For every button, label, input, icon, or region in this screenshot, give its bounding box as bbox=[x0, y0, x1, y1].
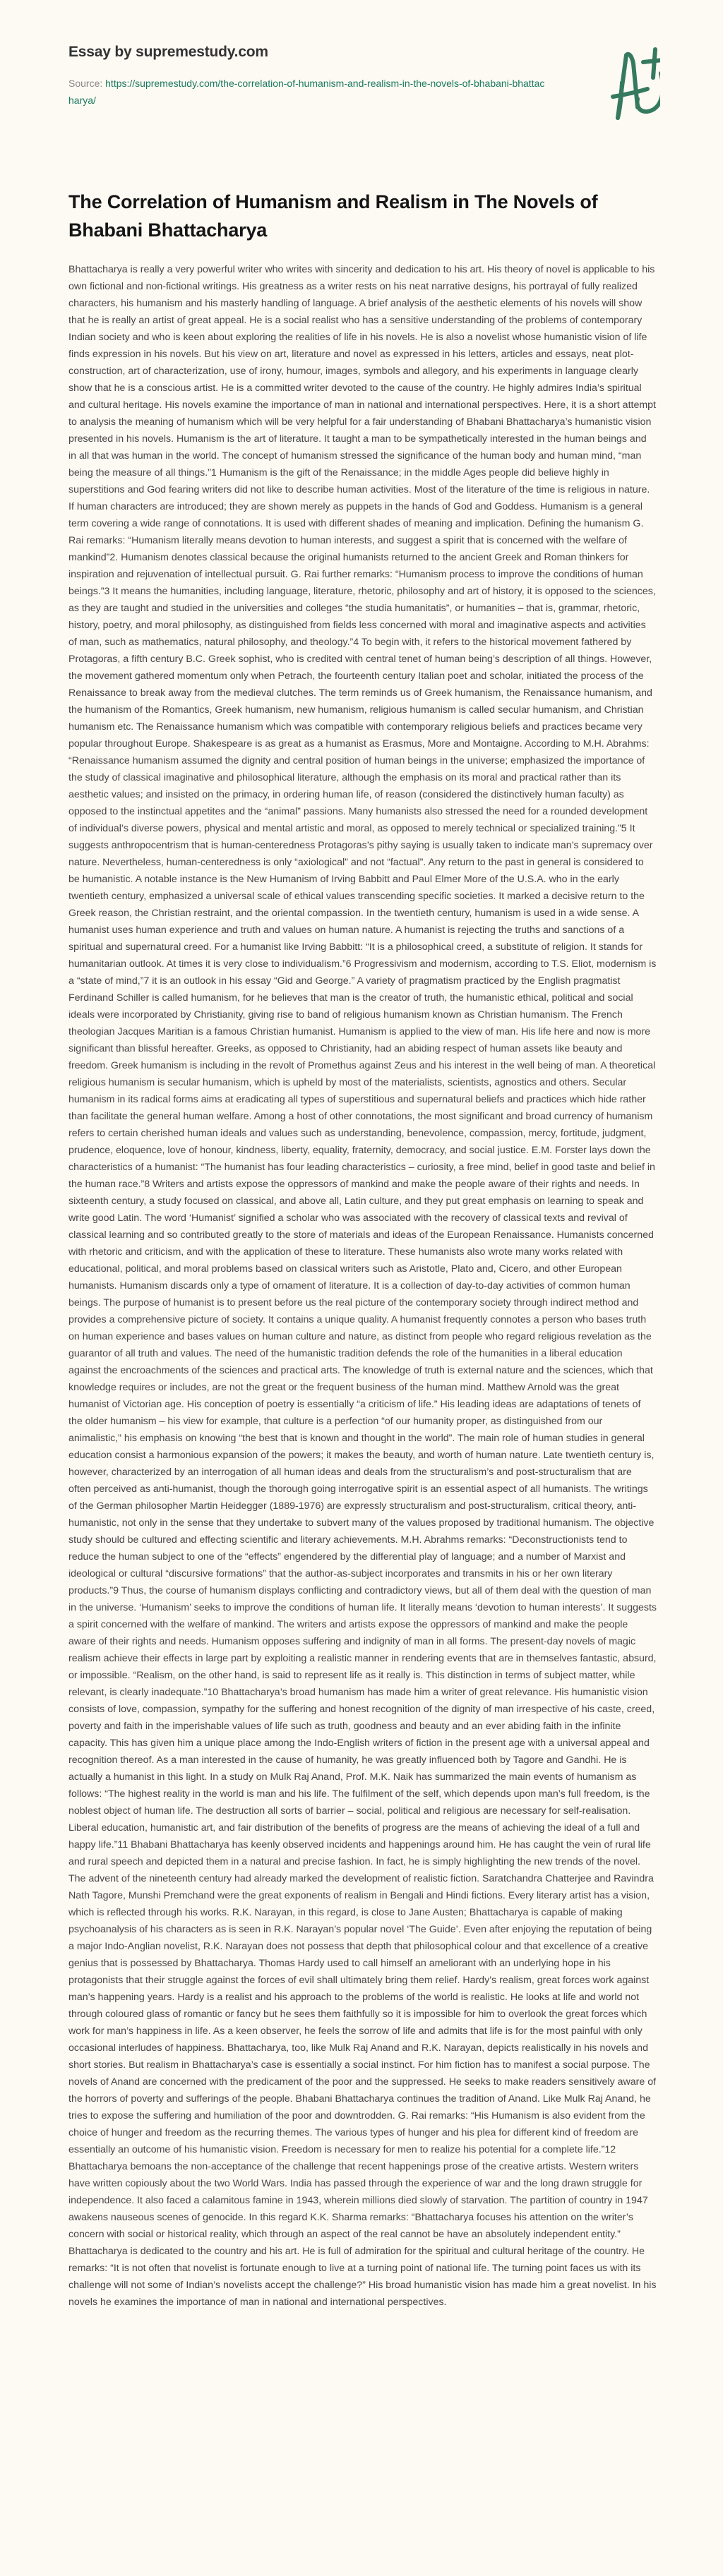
source-link[interactable]: https://supremestudy.com/the-correlation-of-humanism-and-realism-in-the-novels-of-bhabani-bhattacharya/ bbox=[68, 78, 545, 106]
source-label: Source: bbox=[68, 78, 106, 89]
site-header bbox=[68, 0, 657, 120]
a-plus-grade-icon bbox=[582, 28, 660, 120]
source-line bbox=[68, 75, 549, 109]
article-body: Bhattacharya is really a very powerful writer who writes with sincerity and dedication to his art. His theory of novel is applicable to his own fictional and non-fictional writings. His greatness as a writer rests on his neat narrative designs, his portrayal of fully realized characters, his humanism and his masterly handling of language. A brief analysis of the aesthetic elements of his novels will show that he is really an artist of great appeal. He is a social realist who has a sensitive understanding of the problems of contemporary Indian society and who is keen about exploring the realities of life in his novels. He is also a novelist whose humanistic vision of life finds expression in his novels. But his view on art, literature and novel as expressed in his letters, articles and essays, neat plot-construction, art of characterization, use of irony, humour, images, symbols and allegory, and his experiments in language clearly show that he is a conscious artist. He is a committed writer devoted to the cause of the country. He highly admires India’s spiritual and cultural heritage. His novels examine the importance of man in national and international perspectives. Here, it is a short attempt to analysis the meaning of humanism which will be very helpful for a fair understanding of Bhabani Bhattacharya’s humanistic vision presented in his novels. Humanism is the art of literature. It taught a man to be sympathetically interested in the human beings and in all that was human in the world. The concept of humanism stressed the significance of the human body and human mind, “man being the measure of all things.”1 Humanism is the gift of the Renaissance; in the middle Ages people did believe highly in superstitions and God fearing writers did not like to describe human activities. Most of the literature of the time is religious in nature. If human characters are introduced; they are shown merely as puppets in the hands of God and Goddess. Humanism is a general term covering a wide range of connotations. It is used with different shades of meaning and implication. Defining the humanism G. Rai remarks: “Humanism literally means devotion to human interests, and suggest a spirit that is concerned with the welfare of mankind”2. Humanism denotes classical because the original humanists returned to the ancient Greek and Roman thinkers for inspiration and rejuvenation of intellectual pursuit. G. Rai further remarks: “Humanism process to improve the conditions of human beings.”3 It means the humanities, including language, literature, rhetoric, philosophy and art of history, it is opposed to the sciences, as they are taught and studied in the universities and colleges “the studia humanitatis”, or humanities – that is, grammar, rhetoric, history, poetry, and moral philosophy, as distinguished from fields less concerned with moral and imaginative aspects and activities of man, such as mathematics, natural philosophy, and theology.”4 To begin with, it refers to the historical movement fathered by Protagoras, a fifth century B.C. Greek sophist, who is credited with central tenet of human being’s description of all things. However, the movement gathered momentum only when Petrach, the fourteenth century Italian poet and scholar, initiated the process of the Renaissance to break away from the medieval clutches. The term reminds us of Greek humanism, the Renaissance humanism, and the humanism of the Romantics, Greek humanism, new humanism, religious humanism is called secular humanism, and Christian humanism etc. The Renaissance humanism which was compatible with contemporary religious beliefs and practices became very popular throughout Europe. Shakespeare is as great as a humanist as Erasmus, More and Montaigne. According to M.H. Abrahms: “Renaissance humanism assumed the dignity and central position of human beings in the universe; emphasized the importance of the study of classical imaginative and philosophical literature, although the emphasis on its moral and practical rather than its aesthetic values; and insisted on the primacy, in ordering human life, of reason (considered the distinctively human faculty) as opposed to the instinctual appetites and the “animal” passions. Many humanists also stressed the need for a rounded development of individual’s diverse powers, physical and mental artistic and moral, as opposed to merely technical or specialized training.”5 It suggests anthropocentrism that is human-centeredness Protagoras’s pithy saying is usually taken to indicate man’s supremacy over nature. Nevertheless, human-centeredness is only “axiological” and not “factual”. Any return to the past in general is considered to be humanistic. A notable instance is the New Humanism of Irving Babbitt and Paul Elmer More of the U.S.A. who in the early twentieth century, emphasized a universal scale of ethical values transcending specific societies. It marked a decisive return to the Greek reason, the Christian restraint, and the oriental compassion. In the twentieth century, humanism is used in a wide sense. A humanist uses human experience and truth and values on human nature. A humanist is rejecting the truths and sanctions of a spiritual and supernatural creed. For a humanist like Irving Babbitt: “It is a philosophical creed, a substitute of religion. It stands for humanitarian outlook. At times it is very close to individualism.”6 Progressivism and modernism, according to T.S. Eliot, modernism is a “state of mind,”7 it is an outlook in his essay “Gid and George.” A variety of pragmatism practiced by the English pragmatist Ferdinand Schiller is called humanism, for he believes that man is the creator of truth, the humanistic ethical, political and social ideals were incorporated by Christianity, giving rise to band of religious humanism known as Christian humanism. The French theologian Jacques Maritian is a famous Christian humanist. Humanism is applied to the view of man. His life here and now is more significant than blissful hereafter. Greeks, as opposed to Christianity, had an abiding respect of human assets like beauty and freedom. Greek humanism is including in the revolt of Promethus against Zeus and his interest in the well being of man. A theoretical religious humanism is secular humanism, which is upheld by most of the materialists, scientists, agnostics and others. Secular humanism in its radical forms aims at eradicating all types of superstitious and supernatural beliefs and practices which hide rather than facilitate the general human welfare. Among a host of other connotations, the most significant and broad currency of humanism refers to certain cherished human ideals and values such as understanding, benevolence, compassion, mercy, fortitude, judgment, prudence, eloquence, love of honour, kindness, liberty, equality, fraternity, democracy, and social justice. E.M. Forster lays down the characteristics of a humanist: “The humanist has four leading characteristics – curiosity, a free mind, belief in good taste and belief in the human race.”8 Writers and artists expose the oppressors of mankind and make the people aware of their rights and needs. In sixteenth century, a study focused on classical, and above all, Latin culture, and they put great emphasis on learning to speak and write good Latin. The word ‘Humanist’ signified a scholar who was associated with the recovery of classical texts and revival of classical learning and so contributed greatly to the store of materials and ideas of the European Renaissance. Humanists concerned with rhetoric and criticism, and with the application of these to literature. These humanists also wrote many works related with educational, political, and moral problems based on classical writers such as Aristotle, Plato and, Cicero, and other European humanists. Humanism discards only a type of ornament of literature. It is a collection of day-to-day activities of common human beings. The purpose of humanist is to present before us the real picture of the contemporary society through indirect method and provides a comprehensive picture of society. It contains a unique quality. A humanist frequently connotes a person who bases truth on human experience and bases values on human culture and nature, as distinct from people who regard religious revelation as the guarantor of all truth and values. The need of the humanistic tradition defends the role of the humanities in a liberal education against the encroachments of the sciences and practical arts. The knowledge of truth is external nature and the sciences, which that knowledge requires or includes, are not the great or the frequent business of the human mind. Matthew Arnold was the great humanist of Victorian age. His conception of poetry is essentially “a criticism of life.” His leading ideas are adaptations of tenets of the older humanism – his view for example, that culture is a perfection “of our humanity proper, as distinguished from our animalistic,” his emphasis on knowing “the best that is known and thought in the world”. The main role of human studies in general education consist a harmonious expansion of the powers; it makes the beauty, and worth of human nature. Late twentieth century is, however, characterized by an interrogation of all human ideas and deals from the structuralism’s and post-structuralism that are often perceived as anti-humanist, though the thorough going interrogative spirit is an essential aspect of all humanists. The writings of the German philosopher Martin Heidegger (1889-1976) are expressly structuralism and post-structuralism, critical theory, anti-humanistic, not only in the sense that they undertake to subvert many of the values proposed by traditional humanism. The objective study should be cultured and effecting scientific and literary achievements. M.H. Abrahms remarks: “Deconstructionists tend to reduce the human subject to one of the “effects” engendered by the differential play of language; and a number of Marxist and ideological or cultural “discursive formations” that the author-as-subject incorporates and transmits in his or her own literary products.”9 Thus, the course of humanism displays conflicting and contradictory views, but all of them deal with the question of man in the universe. ‘Humanism’ seeks to improve the conditions of human life. It literally means ‘devotion to human interests’. It suggests a spirit concerned with the welfare of mankind. The writers and artists expose the oppressors of mankind and make the people aware of their rights and needs. Humanism opposes suffering and indignity of man in all forms. The present-day novels of magic realism achieve their effects in large part by exploiting a realistic manner in rendering events that are in themselves fantastic, absurd, or impossible. “Realism, on the other hand, is said to represent life as it really is. This distinction in terms of subject matter, while relevant, is clearly inadequate.”10 Bhattacharya’s broad humanism has made him a writer of great relevance. His humanistic vision consists of love, compassion, sympathy for the suffering and honest recognition of the dignity of man irrespective of his caste, creed, poverty and faith in the imperishable values of life such as truth, goodness and beauty and an ever abiding faith in the infinite capacity. This has given him a unique place among the Indo-English writers of fiction in the present age with a universal appeal and recognition thereof. As a man interested in the cause of humanity, he was greatly influenced both by Tagore and Gandhi. He is actually a humanist in this light. In a study on Mulk Raj Anand, Prof. M.K. Naik has summarized the main events of humanism as follows: “The highest reality in the world is man and his life. The fulfilment of the self, which depends upon man’s full freedom, is the noblest object of human life. The destruction all sorts of barrier – social, political and religious are necessary for self-realisation. Liberal education, humanistic art, and fair distribution of the benefits of progress are the means of achieving the ideal of a full and happy life.”11 Bhabani Bhattacharya has keenly observed incidents and happenings around him. He has caught the vein of rural life and rural speech and depicted them in a natural and precise fashion. In fact, he is simply highlighting the new trends of the novel. The advent of the nineteenth century had already marked the development of realistic fiction. Saratchandra Chatterjee and Ravindra Nath Tagore, Munshi Premchand were the great exponents of realism in Bengali and Hindi fictions. Every literary artist has a vision, which is reflected through his works. R.K. Narayan, in this regard, is close to Jane Austen; Bhattacharya is capable of making psychoanalysis of his characters as is seen in R.K. Narayan’s popular novel ‘The Guide’. Even after enjoying the reputation of being a major Indo-Anglian novelist, R.K. Narayan does not possess that depth that philosophical colour and that excellence of a creative genius that is possessed by Bhattacharya. Thomas Hardy used to call himself an ameliorant with an underlying hope in his protagonists that their struggle against the forces of evil shall ultimately bring them relief. Hardy’s realism, great forces work against man’s happening years. Hardy is a realist and his approach to the problems of the world is realistic. He looks at life and world not through coloured glass of romantic or fancy but he sees them faithfully so it is impossible for him to overlook the great forces which work for man’s happiness in life. As a keen observer, he feels the sorrow of life and admits that life is for the most painful with only occasional interludes of happiness. Bhattacharya, too, like Mulk Raj Anand and R.K. Narayan, depicts realistically in his novels and short stories. But realism in Bhattacharya’s case is essentially a social instinct. For him fiction has to manifest a social purpose. The novels of Anand are concerned with the predicament of the poor and the suppressed. He seeks to make readers sensitively aware of the horrors of poverty and sufferings of the people. Bhabani Bhattacharya continues the tradition of Anand. Like Mulk Raj Anand, he tries to expose the suffering and humiliation of the poor and downtrodden. G. Rai remarks: “His Humanism is also evident from the choice of hunger and freedom as the recurring themes. The various types of hunger and his plea for different kind of freedom are essentially an outcome of his humanistic vision. Freedom is necessary for men to realize his potential for a complete life.”12 Bhattacharya bemoans the non-acceptance of the challenge that recent happenings prose of the creative artists. Western writers have written copiously about the two World Wars. India has passed through the experience of war and the long drawn struggle for independence. It also faced a calamitous famine in 1943, wherein millions died slowly of starvation. The partition of country in 1947 awakens nauseous scenes of genocide. In this regard K.K. Sharma remarks: “Bhattacharya focuses his attention on the writer’s concern with social or historical reality, which through an aspect of the real cannot be have an absolutely independent entity.” Bhattacharya is dedicated to the country and his art. He is full of admiration for the spiritual and cultural heritage of the country. He remarks: “It is not often that novelist is fortunate enough to live at a turning point of national life. The turning point faces us with its challenge will not some of Indian’s novelists accept the challenge?” His broad humanistic vision has made him a great novelist. In his novels he examines the importance of man in national and international perspectives. bbox=[68, 264, 657, 2308]
article-title: The Correlation of Humanism and Realism in The Novels of Bhabani Bhattacharya bbox=[68, 191, 598, 241]
site-title: Essay by supremestudy.com bbox=[68, 44, 268, 60]
